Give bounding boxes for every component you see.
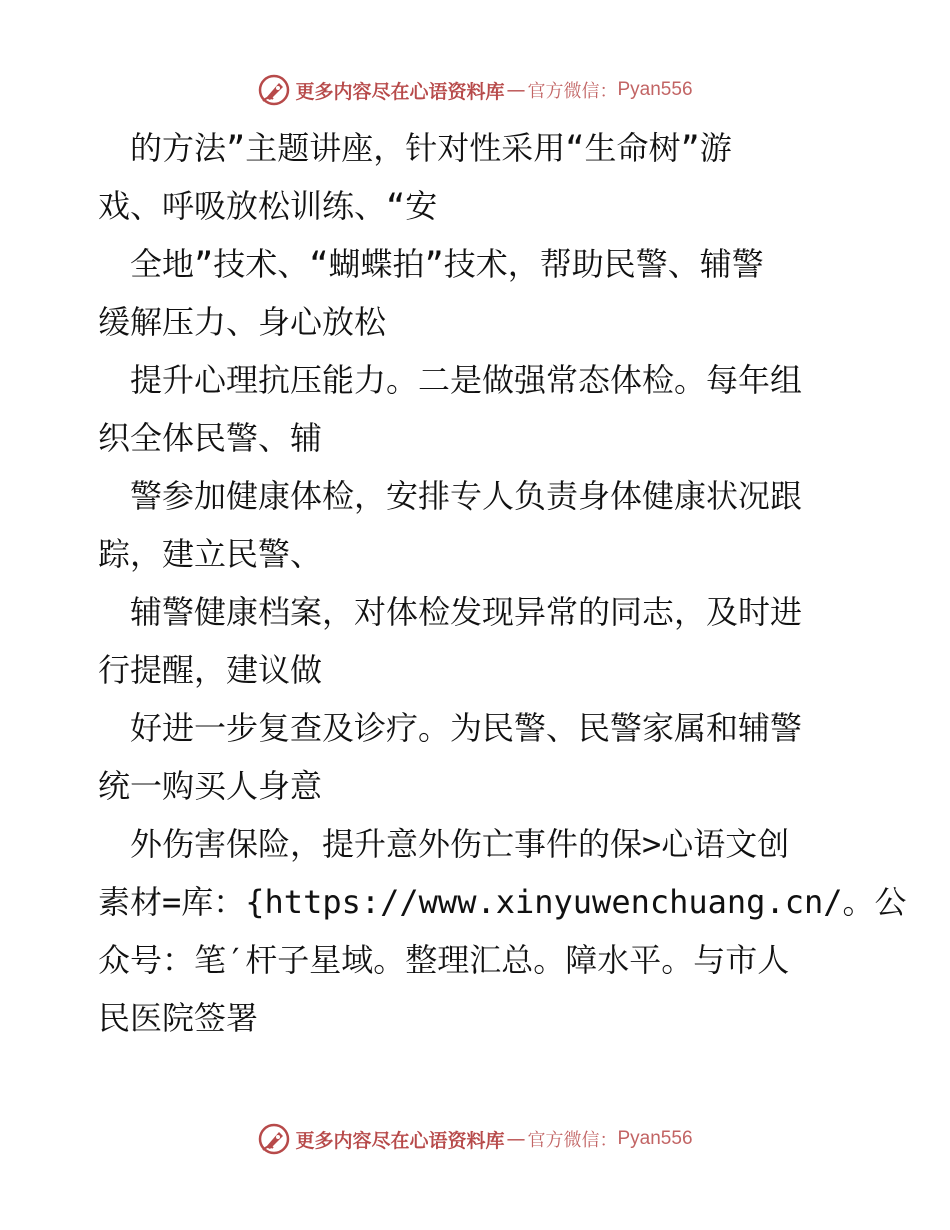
- page-footer-watermark: [0, 1119, 950, 1159]
- text-line: 踪，建立民警、: [98, 535, 323, 573]
- text-line: 警参加健康体检，安排专人负责身体健康状况跟: [98, 477, 803, 515]
- watermark-brand-text: 更多内容尽在心语资料库: [295, 1129, 505, 1152]
- page-header-watermark: [0, 70, 950, 110]
- text-line: 的方法”主题讲座，针对性采用“生命树”游: [98, 129, 732, 167]
- pen-nib-circle-icon: [257, 73, 291, 107]
- watermark-brand-text: 更多内容尽在心语资料库: [295, 80, 505, 103]
- watermark-dash: —: [506, 79, 526, 101]
- watermark-wechat-label: 官方微信：: [527, 81, 618, 102]
- text-line: 缓解压力、身心放松: [98, 303, 387, 341]
- document-body: [98, 119, 907, 1047]
- text-line: 民医院签署: [98, 999, 259, 1037]
- pen-nib-circle-icon: [257, 1122, 291, 1156]
- text-line: 素材=库：{https://www.xinyuwenchuang.cn/。公: [98, 883, 907, 921]
- watermark-dash: —: [506, 1128, 526, 1150]
- text-line: 全地”技术、“蝴蝶拍”技术，帮助民警、辅警: [98, 245, 764, 283]
- text-line: 提升心理抗压能力。二是做强常态体检。每年组: [98, 361, 803, 399]
- watermark-wechat-id: Pyan556: [617, 79, 693, 100]
- text-line: 行提醒，建议做: [98, 651, 323, 689]
- text-line: 统一购买人身意: [98, 767, 323, 805]
- text-line: 好进一步复查及诊疗。为民警、民警家属和辅警: [98, 709, 803, 747]
- text-line: 辅警健康档案，对体检发现异常的同志，及时进: [98, 593, 803, 631]
- watermark-wechat-label: 官方微信：: [527, 1130, 618, 1151]
- text-line: 外伤害保险，提升意外伤亡事件的保>心语文创: [98, 825, 790, 863]
- watermark-wechat-id: Pyan556: [617, 1128, 693, 1149]
- text-line: 戏、呼吸放松训练、“安: [98, 187, 438, 225]
- text-line: 众号：笔′杆子星域。整理汇总。障水平。与市人: [98, 941, 790, 979]
- text-line: 织全体民警、辅: [98, 419, 323, 457]
